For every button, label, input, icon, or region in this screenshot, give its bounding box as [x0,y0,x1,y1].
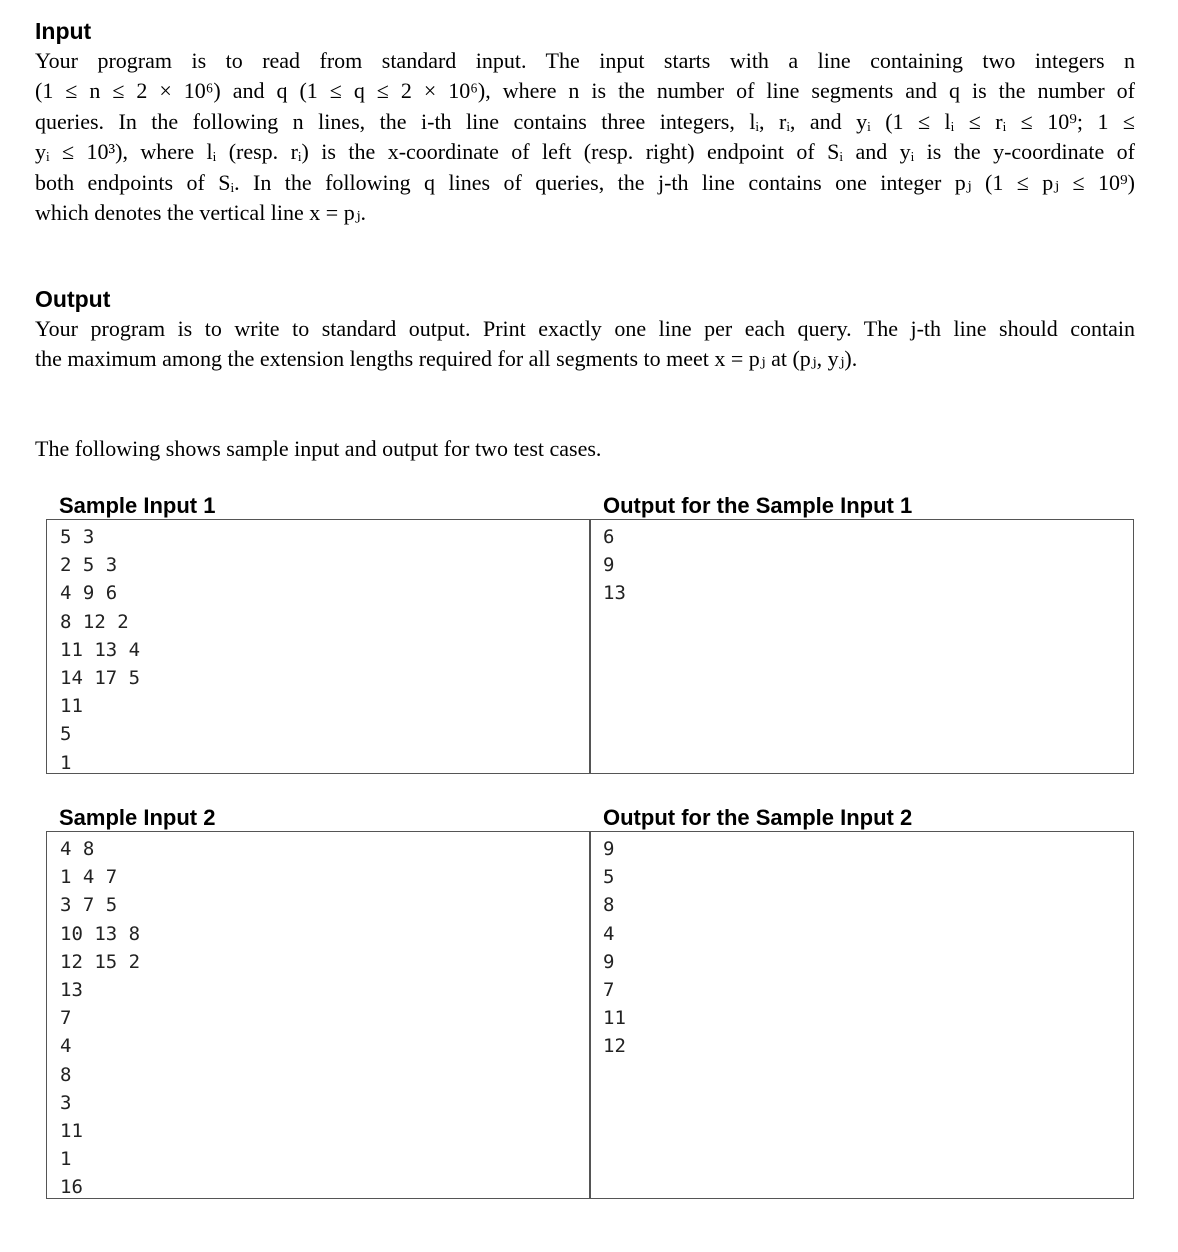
data-line: 8 [603,894,615,917]
text-line: Your program is to read from standard input. The input starts with a line containing two integers n [35,48,1135,73]
data-line: 11 13 4 [60,638,141,661]
data-line: 16 [60,1176,83,1199]
sample-intro: The following shows sample input and output for two test cases. [35,436,602,461]
output-heading: Output [35,286,111,312]
data-line: 4 [60,1035,72,1058]
input-heading: Input [35,18,92,44]
text-line: Your program is to write to standard output. Print exactly one line per each query. The j-th line should contain [35,316,1135,341]
sample-input-1-box [46,519,591,774]
data-line: 4 9 6 [60,582,118,605]
data-line: 1 [60,751,72,774]
data-line: 2 5 3 [60,554,118,577]
data-line: 9 [603,838,615,860]
data-line: 1 [60,1148,72,1171]
data-line: 6 [603,526,615,548]
data-line: 9 [603,950,615,973]
text-line: (1 ≤ n ≤ 2 × 10⁶) and q (1 ≤ q ≤ 2 × 10⁶), where n is the number of line segments and q is the number of [35,78,1135,104]
data-line: 8 12 2 [60,610,129,633]
data-line: 1 4 7 [60,866,118,889]
data-line: 8 [60,1063,72,1086]
data-line: 3 [60,1091,72,1114]
sample-input-1-title: Sample Input 1 [59,493,216,518]
text-line: queries. In the following n lines, the i-th line contains three integers, lᵢ, rᵢ, and yᵢ (1 ≤ lᵢ ≤ rᵢ ≤ 10⁹; 1 ≤ [35,108,1135,134]
data-line: 10 13 8 [60,922,141,945]
data-line: 11 [60,1120,83,1143]
data-line: 4 8 [60,838,95,860]
data-line: 3 7 5 [60,894,118,917]
data-line: 5 [603,866,615,889]
data-line: 13 [60,979,83,1002]
sample-output-2-box [589,831,1134,1199]
data-line: 11 [60,695,83,718]
input-description [35,46,1135,228]
sample-output-1-title: Output for the Sample Input 1 [603,493,913,518]
data-line: 7 [603,979,615,1002]
data-line: 5 [60,723,72,746]
text-line: yᵢ ≤ 10³), where lᵢ (resp. rᵢ) is the x-coordinate of left (resp. right) endpoint of Sᵢ and yᵢ is the y-coordinate of [35,139,1135,165]
data-line: 7 [60,1007,72,1030]
data-line: 12 15 2 [60,950,141,973]
data-line: 5 3 [60,526,95,548]
text-line: both endpoints of Sᵢ. In the following q lines of queries, the j-th line contains one integer pⱼ (1 ≤ pⱼ ≤ 10⁹) [35,169,1135,195]
output-description [35,314,1135,375]
data-line: 12 [603,1035,626,1058]
text-line: the maximum among the extension lengths required for all segments to meet x = pⱼ at (pⱼ, yⱼ). [35,346,858,372]
data-line: 4 [603,922,615,945]
sample-output-1-box [589,519,1134,774]
data-line: 13 [603,582,626,605]
text-line: which denotes the vertical line x = pⱼ. [35,200,367,226]
sample-input-2-title: Sample Input 2 [59,805,216,830]
sample-output-2-title: Output for the Sample Input 2 [603,805,913,830]
data-line: 14 17 5 [60,667,141,690]
data-line: 9 [603,554,615,577]
sample-input-2-box [46,831,591,1199]
data-line: 11 [603,1007,626,1030]
